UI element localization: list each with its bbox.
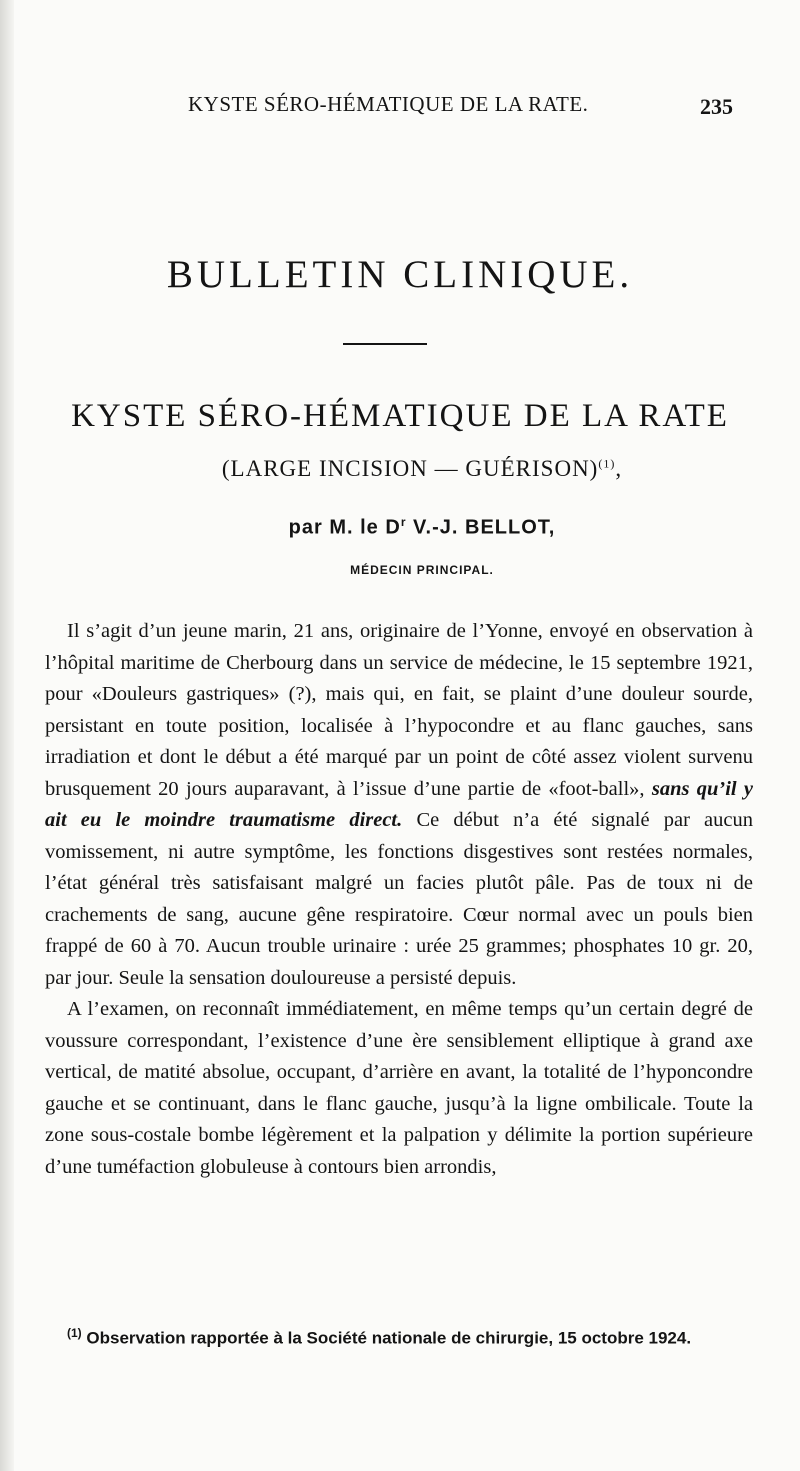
article-title: KYSTE SÉRO-HÉMATIQUE DE LA RATE — [71, 398, 729, 434]
section-heading: BULLETIN CLINIQUE. — [166, 253, 634, 296]
heading-rule — [343, 343, 427, 345]
subtitle-trailing: , — [615, 456, 623, 481]
footnote — [45, 1318, 745, 1354]
author-role: MÉDECIN PRINCIPAL. — [350, 563, 494, 577]
paragraph-1-rest: Ce début n’a été signalé par aucun vomissement, ni autre symptôme, les fonctions disgestives sont restées normales, l’état général très satisfaisant malgré un facies plutôt pâle. Pas de toux ni de crachements de sang, aucune gêne respiratoire. Cœur normal avec un pouls bien frappé de 60 à 70. Aucun trouble urinaire : urée 25 grammes; phosphates 10 gr. 20, par jour. Seule la sensation douloureuse a persisté depuis. — [45, 809, 754, 989]
footnote-text: Observation rapportée à la Société nationale de chirurgie, 15 octobre 1924. — [81, 1328, 692, 1348]
page-number: 235 — [700, 94, 733, 119]
author-title-sup: r — [400, 515, 407, 529]
article-body — [45, 616, 753, 1183]
article-subtitle — [0, 456, 800, 482]
page-edge-shadow — [0, 0, 14, 1471]
running-head-title: KYSTE SÉRO-HÉMATIQUE DE LA RATE. — [188, 92, 589, 116]
paragraph-1-italic: sans qu’il y ait eu le moindre traumatisme direct. — [45, 777, 754, 831]
paragraph-2: A l’examen, on reconnaît immédiatement, en même temps qu’un certain degré de voussure correspondant, l’existence d’une ère sensiblement elliptique à grand axe vertical, de matité absolue, occupant, d’arrière en avant, la totalité de l’hyponcondre gauche et se continuant, dans le flanc gauche, jusqu’à la ligne ombilicale. Toute la zone sous-costale bombe légèrement et la palpation y délimite la portion supérieure d’une tuméfaction globuleuse à contours bien arrondis, — [45, 998, 753, 1178]
running-head — [0, 92, 800, 122]
paragraph-1 — [45, 616, 753, 994]
subtitle-footnote-mark: (1) — [598, 456, 616, 471]
author-name: V.-J. BELLOT, — [406, 516, 556, 539]
author-prefix: par M. le D — [288, 516, 401, 539]
footnote-mark: (1) — [67, 1326, 82, 1340]
author-line — [0, 515, 800, 540]
paragraph-1-text: Il s’agit d’un jeune marin, 21 ans, originaire de l’Yonne, envoyé en observation à l’hôpital maritime de Cherbourg dans un service de médecine, le 15 septembre 1921, pour «Douleurs gastriques» (?), mais qui, en fait, se plaint d’une douleur sourde, persistant en toute position, localisée à l’hypocondre et au flanc gauches, sans irradiation et dont le début a été marqué par un point de côté assez violent survenu brusquement 20 jours auparavant, à l’issue d’une partie de «foot-ball», — [45, 620, 753, 800]
subtitle-text: (LARGE INCISION — GUÉRISON) — [221, 456, 599, 481]
